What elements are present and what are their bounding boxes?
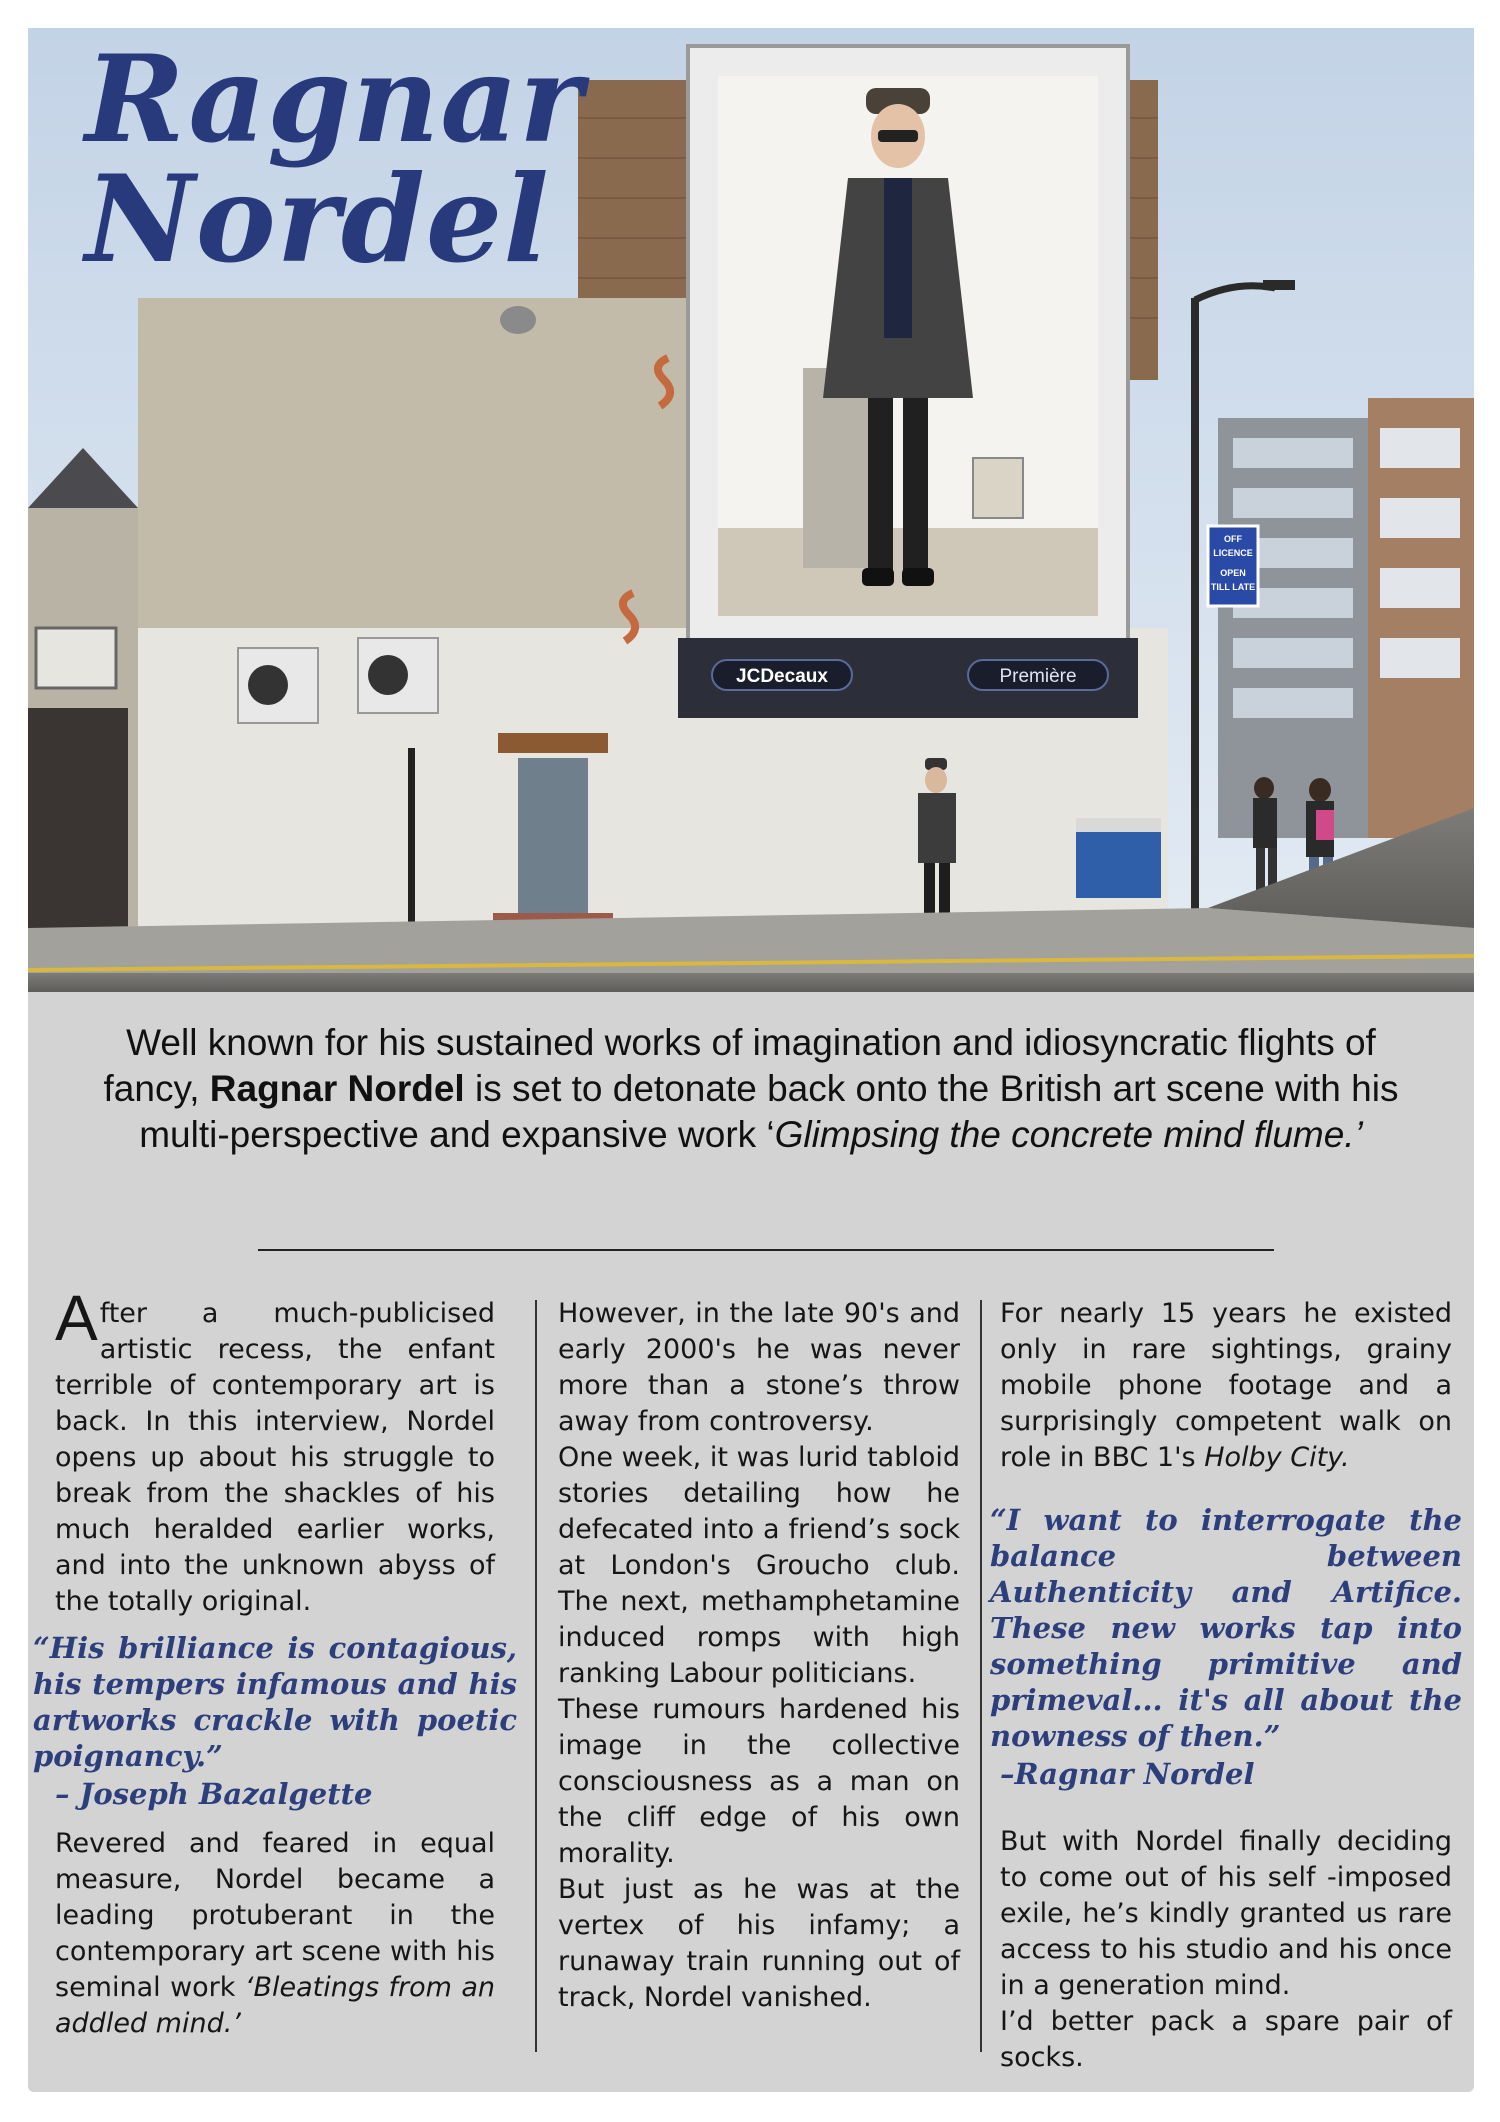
- title-line-1: Ragnar: [85, 29, 584, 170]
- col3-pull-quote: “I want to interrogate the balance between Authenticity and Artifice. These new works tap into something primitive and primeval... it's all about the nowness of then.”: [990, 1503, 1462, 1753]
- section-divider: [258, 1249, 1274, 1251]
- col2-paragraph-2: One week, it was lurid tabloid stories detailing how he defecated into a friend’s sock at London's Groucho club. The next, methamphetamine induced romps with high ranking Labour politicians.: [558, 1442, 960, 1689]
- sign-line-4: TILL LATE: [1210, 582, 1256, 592]
- column-rule-2: [980, 1300, 982, 2052]
- billboard-brand: JCDecaux: [736, 666, 828, 687]
- col3-show-title: Holby City.: [1204, 1442, 1350, 1473]
- standfirst-work-title: Glimpsing the concrete mind flume.’: [774, 1114, 1363, 1155]
- column-3: [990, 1296, 1462, 2076]
- col3-paragraph-1: [1000, 1296, 1452, 1476]
- col1-intro-text: fter a much-publicised artistic recess, the enfant terrible of contemporary art is back. In this interview, Nordel opens up about his struggle to break from the shackles of his much heralded earlier works, and into the unknown abyss of the totally original.: [55, 1298, 495, 1617]
- column-1: [33, 1282, 517, 2042]
- sign-line-2: LICENCE: [1213, 548, 1253, 558]
- front-door: [518, 758, 588, 913]
- col2-paragraph-3: These rumours hardened his image in the collective consciousness as a man on the cliff edge of his own morality.: [558, 1694, 960, 1869]
- col3-paragraph-3: I’d better pack a spare pair of socks.: [1000, 2006, 1452, 2073]
- sign-line-1: OFF: [1224, 534, 1242, 544]
- col1-intro-paragraph: [55, 1282, 495, 1620]
- billboard-tag: Première: [999, 666, 1077, 687]
- col1-seminal-work: ‘Bleatings from an addled mind.’: [55, 1972, 495, 2039]
- drop-cap: A: [55, 1282, 98, 1354]
- article-title: [85, 29, 605, 290]
- col1-quote-attribution: – Joseph Bazalgette: [55, 1777, 373, 1811]
- sign-line-3: OPEN: [1220, 568, 1246, 578]
- col2-paragraph-1: However, in the late 90's and early 2000's he was never more than a stone’s throw away from controversy.: [558, 1298, 960, 1437]
- col1-pull-quote: “His brilliance is contagious, his tempers infamous and his artworks crackle with poetic poignancy.”: [33, 1631, 517, 1773]
- col1-paragraph-2-text: Revered and feared in equal measure, Nordel became a leading protuberant in the contemporary art scene with his seminal work: [55, 1828, 495, 2003]
- standfirst-part-1: Well known for his sustained works of imagination and idiosyncratic flights of fancy,: [103, 1022, 1376, 1109]
- standfirst-part-2: is set to detonate back onto the British art scene with his multi-perspective and expansive work ‘: [139, 1068, 1399, 1155]
- right-building-grey: [1218, 418, 1368, 838]
- col3-quote-attribution: –Ragnar Nordel: [1000, 1757, 1255, 1791]
- standfirst: [90, 1020, 1412, 1158]
- standfirst-artist-name: Ragnar Nordel: [209, 1068, 465, 1109]
- title-line-2: Nordel: [85, 149, 550, 290]
- col2-paragraph-4: But just as he was at the vertex of his infamy; a runaway train running out of track, Nordel vanished.: [558, 1874, 960, 2013]
- col3-paragraph-2: But with Nordel finally deciding to come out of his self -imposed exile, he’s kindly granted us rare access to his studio and his once in a generation mind.: [1000, 1826, 1452, 2001]
- col1-paragraph-2: [55, 1826, 495, 2042]
- column-rule-1: [535, 1300, 537, 2052]
- column-2: [558, 1296, 960, 2016]
- col3-paragraph-1-text: For nearly 15 years he existed only in rare sightings, grainy mobile phone footage and a surprisingly competent walk on role in BBC 1's: [1000, 1298, 1452, 1473]
